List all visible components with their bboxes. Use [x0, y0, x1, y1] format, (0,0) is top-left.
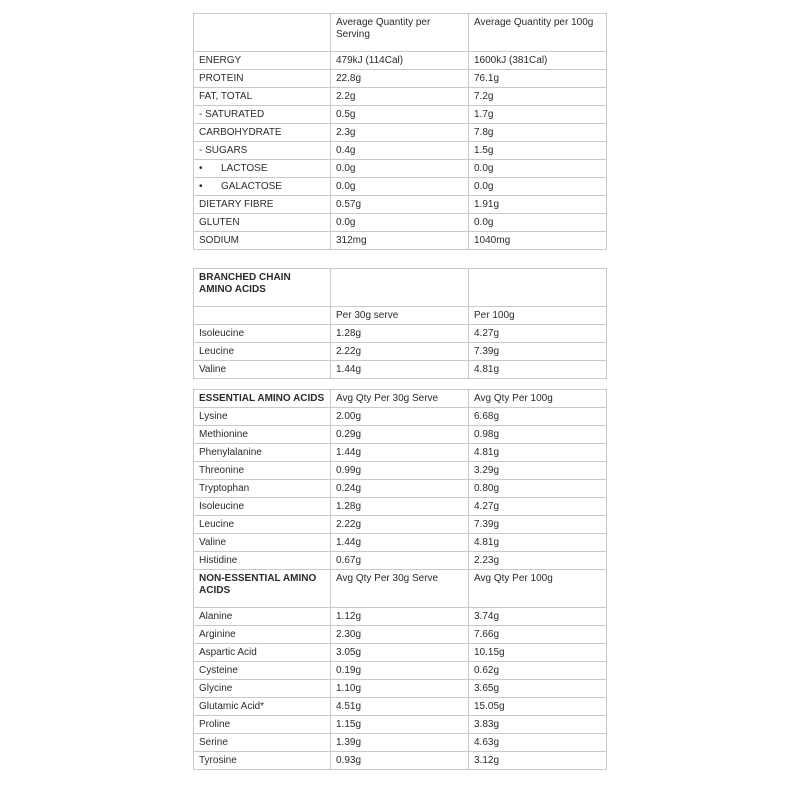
per-serving-value: 2.22g	[331, 516, 469, 534]
nutrient-name: Threonine	[194, 462, 331, 480]
per-100g-value: 3.83g	[469, 716, 607, 734]
nonessential-header-row	[194, 570, 607, 608]
per-100g-value: 7.8g	[469, 124, 607, 142]
nutrient-name: CARBOHYDRATE	[194, 124, 331, 142]
nutrient-name: Serine	[194, 734, 331, 752]
per-100g-value: 3.74g	[469, 608, 607, 626]
table-row	[194, 734, 607, 752]
per-serving-value: 0.4g	[331, 142, 469, 160]
per-100g-value: 3.65g	[469, 680, 607, 698]
per-serving-value: 312mg	[331, 232, 469, 250]
bcaa-body	[194, 269, 607, 379]
nutrient-name: Valine	[194, 534, 331, 552]
table-row	[194, 444, 607, 462]
header-cell: Avg Qty Per 100g	[469, 390, 607, 408]
table-row	[194, 142, 607, 160]
per-100g-value: 4.27g	[469, 325, 607, 343]
per-serving-value: 1.44g	[331, 534, 469, 552]
essential-body	[194, 390, 607, 570]
table-row	[194, 534, 607, 552]
table-row	[194, 214, 607, 232]
table-row	[194, 752, 607, 770]
table-row	[194, 626, 607, 644]
nutrition-header-row	[194, 14, 607, 52]
per-100g-value: 1.91g	[469, 196, 607, 214]
table-row	[194, 70, 607, 88]
table-row	[194, 716, 607, 734]
bullet: •	[199, 162, 203, 174]
per-serving-value: 1.28g	[331, 325, 469, 343]
per-100g-value: 4.81g	[469, 534, 607, 552]
per-serving-value: 3.05g	[331, 644, 469, 662]
nutrient-label: GALACTOSE	[221, 180, 282, 192]
per-100g-value: 4.63g	[469, 734, 607, 752]
per-serving-value: 2.00g	[331, 408, 469, 426]
nutrient-name: Lysine	[194, 408, 331, 426]
amino-acids-table	[193, 389, 607, 770]
per-serving-value: 2.3g	[331, 124, 469, 142]
bcaa-title-row	[194, 269, 607, 307]
per-serving-value: 22.8g	[331, 70, 469, 88]
per-serving-value: 0.57g	[331, 196, 469, 214]
table-row	[194, 680, 607, 698]
per-serving-value: 1.12g	[331, 608, 469, 626]
section-title: NON-ESSENTIAL AMINO ACIDS	[194, 570, 331, 608]
essential-header-row	[194, 390, 607, 408]
per-100g-value: 4.81g	[469, 444, 607, 462]
per-100g-value: 0.80g	[469, 480, 607, 498]
per-serving-value: 0.29g	[331, 426, 469, 444]
per-serving-value: 0.0g	[331, 178, 469, 196]
per-100g-value: 15.05g	[469, 698, 607, 716]
per-100g-value: 6.68g	[469, 408, 607, 426]
per-100g-value: 7.39g	[469, 516, 607, 534]
per-100g-value: 4.27g	[469, 498, 607, 516]
per-100g-value: 4.81g	[469, 361, 607, 379]
bcaa-table	[193, 268, 607, 379]
header-cell: Avg Qty Per 30g Serve	[331, 570, 469, 608]
table-row	[194, 178, 607, 196]
header-cell: Per 100g	[469, 307, 607, 325]
per-100g-value: 1.5g	[469, 142, 607, 160]
table-row	[194, 232, 607, 250]
table-row	[194, 124, 607, 142]
table-row	[194, 160, 607, 178]
header-cell: Avg Qty Per 100g	[469, 570, 607, 608]
nutrient-name: GLUTEN	[194, 214, 331, 232]
per-serving-value: 1.39g	[331, 734, 469, 752]
table-row	[194, 698, 607, 716]
table-row	[194, 426, 607, 444]
nutrient-name	[194, 178, 331, 196]
nutrient-name: Tryptophan	[194, 480, 331, 498]
per-serving-value: 1.44g	[331, 361, 469, 379]
nutrient-name: Alanine	[194, 608, 331, 626]
per-100g-value: 0.0g	[469, 178, 607, 196]
table-row	[194, 608, 607, 626]
per-serving-value: 2.30g	[331, 626, 469, 644]
nutrient-name: Arginine	[194, 626, 331, 644]
nutrient-name: - SUGARS	[194, 142, 331, 160]
header-cell	[194, 307, 331, 325]
per-100g-value: 7.39g	[469, 343, 607, 361]
table-row	[194, 361, 607, 379]
table-row	[194, 196, 607, 214]
nutrition-body	[194, 14, 607, 250]
nutrient-name: Methionine	[194, 426, 331, 444]
per-serving-value: 0.0g	[331, 214, 469, 232]
bcaa-subheader-row	[194, 307, 607, 325]
per-100g-value: 1040mg	[469, 232, 607, 250]
header-cell: Avg Qty Per 30g Serve	[331, 390, 469, 408]
header-cell: Per 30g serve	[331, 307, 469, 325]
nutrition-table	[193, 13, 607, 250]
per-100g-value: 1.7g	[469, 106, 607, 124]
per-100g-value: 0.0g	[469, 214, 607, 232]
per-serving-value: 0.5g	[331, 106, 469, 124]
per-serving-value: 1.44g	[331, 444, 469, 462]
per-serving-value: 1.15g	[331, 716, 469, 734]
table-row	[194, 498, 607, 516]
per-100g-value: 0.62g	[469, 662, 607, 680]
per-serving-value: 0.24g	[331, 480, 469, 498]
table-row	[194, 325, 607, 343]
per-100g-value: 76.1g	[469, 70, 607, 88]
nutrient-name: SODIUM	[194, 232, 331, 250]
table-row	[194, 644, 607, 662]
per-serving-value: 2.2g	[331, 88, 469, 106]
per-serving-value: 479kJ (114Cal)	[331, 52, 469, 70]
nutrient-name: PROTEIN	[194, 70, 331, 88]
nutrient-name: Histidine	[194, 552, 331, 570]
per-serving-value: 2.22g	[331, 343, 469, 361]
table-row	[194, 516, 607, 534]
table-row	[194, 343, 607, 361]
nutrient-name: DIETARY FIBRE	[194, 196, 331, 214]
per-serving-value: 4.51g	[331, 698, 469, 716]
per-serving-value: 1.28g	[331, 498, 469, 516]
section-title: ESSENTIAL AMINO ACIDS	[194, 390, 331, 408]
bullet: •	[199, 180, 203, 192]
nutrient-name: - SATURATED	[194, 106, 331, 124]
nutrient-name	[194, 160, 331, 178]
per-100g-value: 2.23g	[469, 552, 607, 570]
nutrient-name: Phenylalanine	[194, 444, 331, 462]
per-100g-value: 10.15g	[469, 644, 607, 662]
table-row	[194, 106, 607, 124]
per-100g-value: 0.98g	[469, 426, 607, 444]
per-100g-value: 1600kJ (381Cal)	[469, 52, 607, 70]
nutrient-name: Glutamic Acid*	[194, 698, 331, 716]
per-serving-value: 0.93g	[331, 752, 469, 770]
table-row	[194, 88, 607, 106]
per-serving-value: 0.0g	[331, 160, 469, 178]
nutrient-name: Glycine	[194, 680, 331, 698]
nutrient-name: Valine	[194, 361, 331, 379]
table-row	[194, 462, 607, 480]
nutrient-name: Tyrosine	[194, 752, 331, 770]
per-serving-value: 1.10g	[331, 680, 469, 698]
nutrient-name: Cysteine	[194, 662, 331, 680]
table-row	[194, 52, 607, 70]
nutrient-name: Aspartic Acid	[194, 644, 331, 662]
nutrient-name: FAT, TOTAL	[194, 88, 331, 106]
nutrient-name: Proline	[194, 716, 331, 734]
nutrient-name: Isoleucine	[194, 498, 331, 516]
nonessential-body	[194, 570, 607, 770]
nutrient-name: Leucine	[194, 516, 331, 534]
table-row	[194, 552, 607, 570]
section-title: BRANCHED CHAIN AMINO ACIDS	[194, 269, 331, 307]
per-serving-value: 0.67g	[331, 552, 469, 570]
nutrient-label: LACTOSE	[221, 162, 268, 174]
per-serving-value: 0.99g	[331, 462, 469, 480]
table-row	[194, 662, 607, 680]
per-100g-value: 3.12g	[469, 752, 607, 770]
header-cell: Average Quantity per 100g	[469, 14, 607, 52]
table-row	[194, 408, 607, 426]
nutrient-name: Isoleucine	[194, 325, 331, 343]
nutrient-name: ENERGY	[194, 52, 331, 70]
per-100g-value: 7.66g	[469, 626, 607, 644]
per-100g-value: 3.29g	[469, 462, 607, 480]
header-cell	[194, 14, 331, 52]
per-100g-value: 0.0g	[469, 160, 607, 178]
table-row	[194, 480, 607, 498]
empty-cell	[469, 269, 607, 307]
per-serving-value: 0.19g	[331, 662, 469, 680]
header-cell: Average Quantity per Serving	[331, 14, 469, 52]
empty-cell	[331, 269, 469, 307]
per-100g-value: 7.2g	[469, 88, 607, 106]
nutrient-name: Leucine	[194, 343, 331, 361]
